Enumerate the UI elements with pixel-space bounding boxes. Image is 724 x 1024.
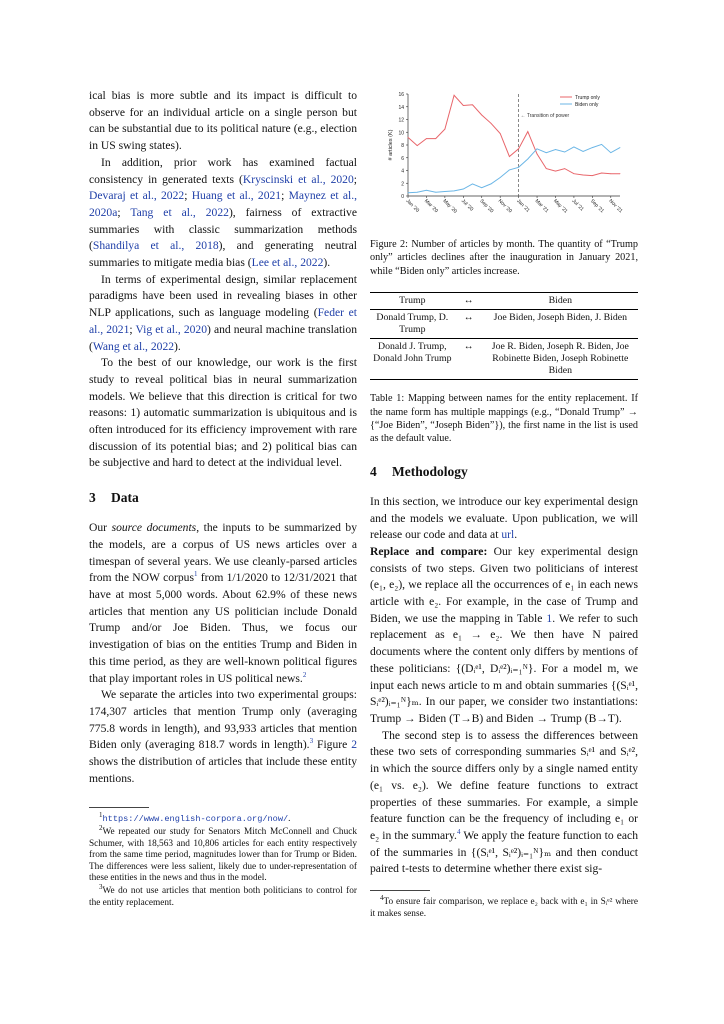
citation-link[interactable]: Maynez et al., 2020a: [89, 189, 357, 219]
left-column: [89, 88, 357, 910]
citation-link[interactable]: Lee et al., 2022: [251, 256, 324, 270]
footnote: [89, 811, 357, 826]
legend-label: Trump only: [575, 95, 600, 101]
footnote-number: 2: [99, 823, 103, 832]
paragraph: [89, 272, 357, 356]
table-cell: Joe R. Biden, Joseph R. Biden, Joe Robinette Biden, Joseph Robinette Biden: [483, 339, 638, 380]
paragraph: ical bias is more subtle and its impact is difficult to observe for an individual article on a single person but can be substantial due to its political nature (e.g., election in US swing states).: [89, 89, 357, 153]
figure-caption: Figure 2: Number of articles by month. The quantity of “Trump only” articles declines after the inauguration in January 2021, while “Biden only” articles increase.: [370, 239, 638, 277]
text: from 1/1/2020 to 12/31/2021 that have at most 5,000 words. About 62.9% of these news articles that mention any US politician include Donald Trump and/or Joe Biden. Thus, we focus our investigation of bias on the entities Trump and Biden in this time period, as they are well-known political figures that play important roles in US political news.: [89, 571, 357, 685]
text: , the inputs to be summarized by the models, are a corpus of US news articles over a timespan of several years. We use cleanly-parsed articles from the NOW corpus: [89, 521, 358, 585]
y-tick-label: 0: [401, 194, 404, 200]
text: ;: [184, 189, 192, 203]
data-point: [574, 173, 575, 174]
footnote-ref[interactable]: 1: [194, 570, 198, 579]
data-point: [555, 149, 556, 150]
data-point: [500, 133, 501, 134]
x-tick-label: Sep '20: [478, 198, 495, 215]
footnote: [89, 823, 357, 885]
data-point: [583, 175, 584, 176]
data-point: [564, 168, 565, 169]
text: shows the distribution of articles that include these entity mentions.: [89, 755, 357, 785]
paragraph: [89, 520, 357, 687]
data-point: [500, 177, 501, 178]
data-point: [574, 147, 575, 148]
y-tick-label: 4: [401, 168, 404, 175]
table-cell: ↔: [455, 339, 483, 380]
data-point: [592, 175, 593, 176]
text: We apply the feature function to each of the summaries in {(Sᵢᵉ¹, Sᵢᵉ²)ᵢ₌₁ᴺ}ₘ and then conduct paired t-tests to determine whether there exist sig-: [370, 828, 638, 876]
data-point: [509, 169, 510, 170]
data-point: [546, 152, 547, 153]
y-tick-label: 8: [401, 143, 404, 149]
data-point: [408, 137, 409, 138]
data-point: [491, 183, 492, 184]
text: .: [514, 528, 518, 542]
footnote-ref[interactable]: 2: [302, 670, 307, 679]
section-heading: [89, 490, 357, 506]
footnote-divider: [370, 890, 430, 891]
x-tick-label: Sep '21: [588, 198, 606, 215]
x-tick-label: May '20: [441, 198, 458, 215]
text: . We refer to such replacement as e₁ → e₂. We then have N paired documents where the content only differs by mentions of these politicians: {(Dᵢᵉ¹, Dᵢᵉ²)ᵢ₌₁ᴺ}. For a model m, we input each news article to m and obtain summaries {(Sᵢᵉ¹, Sᵢᵉ²)ᵢ₌₁ᴺ}ₘ. In our paper, we consider two instantiations: Trump → Biden (T→B) and Biden → Trump (B→T).: [370, 611, 639, 725]
data-point: [537, 148, 538, 149]
table-caption: Table 1: Mapping between names for the entity replacement. If the name form has multiple mappings (e.g., “Donald Trump” → {“Joe Biden”, “Joseph Biden”}), the first name in the list is used as the default value.: [370, 393, 638, 445]
table-ref[interactable]: 1: [546, 611, 553, 625]
data-point: [417, 145, 418, 146]
citation-link[interactable]: Tang et al., 2022: [130, 205, 229, 219]
text: The second step is to assess the differences between these two sets of corresponding summaries Sᵢᵉ¹ and Sᵢᵉ², in which the source differs only by a single named entity (e₁ vs. e₂). We define feature functions to extract properties of these summaries. For example, a simple feature function can be the frequency of including e₁ or e₂ in the summary.: [370, 728, 638, 842]
data-point: [435, 138, 436, 139]
legend-label: Biden only: [575, 102, 599, 108]
x-tick-label: Jan '21: [515, 198, 531, 214]
paragraph: [370, 544, 638, 728]
citation-link[interactable]: Kryscinski et al., 2020: [242, 172, 354, 186]
footnote: [89, 882, 357, 909]
citation-link[interactable]: Wang et al., 2022: [92, 339, 175, 353]
data-point: [620, 173, 621, 174]
y-tick-label: 6: [401, 155, 404, 162]
data-point: [444, 129, 445, 130]
footnote-divider: [89, 807, 149, 808]
x-tick-label: Mar '21: [533, 198, 550, 215]
data-point: [426, 138, 427, 139]
data-point: [463, 105, 464, 106]
section-number: 4: [370, 463, 377, 479]
footnote-text: We repeated our study for Senators Mitch McConnell and Chuck Schumer, with 18,563 and 10,806 articles for each entity respectively from the same time period, magnitudes lower than for Trump or Biden. The differences were less salient, likely due to under-representation of these entities in the news and thus in the model.: [89, 827, 357, 884]
text: ), and generating neutral summaries to mitigate media bias (: [89, 239, 357, 270]
paragraph: [89, 155, 357, 272]
data-point: [564, 152, 565, 153]
transition-annotation: ← Transition of power: [520, 112, 570, 119]
footnote-text: We do not use articles that mention both politicians to control for the entity replacement.: [89, 885, 357, 908]
bold-run-in: Replace and compare:: [370, 544, 488, 558]
paragraph: [370, 494, 638, 544]
data-point: [417, 192, 418, 193]
table-row: [370, 310, 638, 339]
section-title: Methodology: [392, 463, 468, 479]
right-column: [370, 88, 638, 921]
text: In terms of experimental design, similar replacement paradigms have been used in revealing biases in other NLP applications, such as language modeling (: [89, 272, 357, 320]
data-point: [435, 192, 436, 193]
data-point: [527, 131, 528, 132]
x-tick-label: Nov '20: [496, 198, 513, 215]
section-heading: [370, 464, 638, 480]
text: ;: [129, 322, 136, 336]
x-tick-label: May '21: [552, 198, 569, 215]
text: Figure: [313, 738, 352, 752]
x-tick-label: Jan '20: [404, 198, 421, 214]
citation-link[interactable]: Vig et al., 2020: [135, 322, 208, 336]
data-point: [444, 191, 445, 192]
table-header: ↔: [455, 293, 483, 310]
y-axis-label: # articles (K): [388, 129, 394, 161]
footnote-text: To ensure fair comparison, we replace e₂ back with e₁ in Sᵢᵉ² where it makes sense.: [370, 897, 638, 919]
data-point: [583, 151, 584, 152]
footnote-ref[interactable]: 3: [309, 737, 314, 746]
data-point: [518, 148, 519, 149]
footnote-ref[interactable]: 4: [456, 828, 461, 837]
data-point: [610, 152, 611, 153]
data-point: [509, 156, 510, 157]
data-point: [601, 173, 602, 174]
articles-by-month-chart: [370, 88, 638, 228]
text: In addition, prior work has examined factual consistency in generated texts (: [89, 155, 357, 186]
table-cell: ↔: [455, 310, 483, 339]
data-point: [537, 154, 538, 155]
section-title: Data: [111, 490, 139, 506]
data-point: [472, 104, 473, 105]
text: ).: [323, 256, 331, 270]
y-tick-label: 10: [398, 130, 404, 137]
text: ), fairness of extractive summaries with classic summarization methods (: [89, 205, 357, 253]
data-point: [454, 95, 455, 96]
table-header-row: [370, 293, 638, 310]
text: ;: [353, 172, 357, 186]
citation-link[interactable]: Devaraj et al., 2022: [89, 189, 185, 203]
data-point: [620, 147, 621, 148]
data-point: [454, 191, 455, 192]
data-point: [463, 189, 464, 190]
footnote-number: 4: [380, 893, 384, 902]
data-point: [592, 147, 593, 148]
table-cell: Donald Trump, D. Trump: [370, 310, 455, 339]
paragraph: [370, 728, 638, 878]
data-point: [481, 115, 482, 116]
x-tick-label: Jul '21: [570, 198, 585, 213]
code-url-link[interactable]: url: [501, 528, 515, 542]
data-point: [481, 187, 482, 188]
text: Our: [89, 521, 112, 535]
table-header: Trump: [370, 293, 455, 310]
line-chart: [370, 88, 638, 228]
data-point: [518, 167, 519, 168]
entity-mapping-table: [370, 292, 638, 380]
text: ) and neural machine translation (: [89, 322, 357, 353]
table-cell: Joe Biden, Joseph Biden, J. Biden: [483, 310, 638, 339]
x-tick-label: Nov '21: [607, 198, 624, 215]
footnote-number: 1: [99, 811, 103, 820]
table-row: [370, 339, 638, 380]
paragraph: [89, 687, 357, 787]
y-tick-label: 16: [398, 92, 404, 98]
footnote-url[interactable]: https://www.english-corpora.org/now/: [102, 814, 289, 825]
data-point: [491, 123, 492, 124]
data-point: [426, 190, 427, 191]
text: ).: [174, 339, 181, 353]
y-tick-label: 12: [398, 117, 404, 124]
x-tick-label: Mar '20: [423, 198, 439, 215]
text: ;: [281, 189, 289, 203]
series-line-biden-only: [408, 144, 620, 192]
section-number: 3: [89, 490, 96, 506]
y-tick-label: 14: [398, 104, 404, 111]
footnote-number: 3: [99, 882, 103, 891]
table-cell: Donald J. Trump, Donald John Trump: [370, 339, 455, 380]
text: ;: [117, 205, 131, 219]
figure-ref[interactable]: 2: [351, 738, 357, 752]
text: In this section, we introduce our key experimental design and the models we evaluate. Upon publication, we will release our code and data at: [370, 494, 638, 542]
data-point: [546, 168, 547, 169]
data-point: [527, 159, 528, 160]
data-point: [610, 173, 611, 174]
text: We separate the articles into two experimental groups: 174,307 articles that mention Trump only (averaging 775.8 words in length), and 93,933 articles that mention Biden only (averaging 818.7 words in length).: [89, 688, 357, 752]
x-tick-label: Jul '20: [459, 198, 475, 213]
text: Our key experimental design consists of two steps. Given two politicians of interest (e₁, e₂), we replace all the occurrences of e₁ in each news article with e₂. For example, in the case of Trump and Biden, we use the mapping in Table: [370, 544, 638, 625]
italic-text: source documents: [111, 521, 197, 535]
citation-link[interactable]: Huang et al., 2021: [191, 189, 282, 203]
text: .: [288, 814, 291, 825]
data-point: [408, 192, 409, 193]
data-point: [555, 171, 556, 172]
citation-link[interactable]: Feder et al., 2021: [89, 306, 357, 336]
data-point: [601, 144, 602, 145]
table-header: Biden: [483, 293, 638, 310]
paragraph: To the best of our knowledge, our work is the first study to reveal political bias in neural summarization models. We believe that this direction is critical for two reasons: 1) automatic summarization is ubiquitous and is often introduced for its efficiency improvement with rare discussion of its potential bias; and 2) political bias can be subjective and hard to detect at the individual level.: [89, 356, 357, 470]
footnote: [370, 893, 638, 920]
data-point: [472, 183, 473, 184]
y-tick-label: 2: [401, 181, 404, 188]
citation-link[interactable]: Shandilya et al., 2018: [92, 239, 219, 253]
